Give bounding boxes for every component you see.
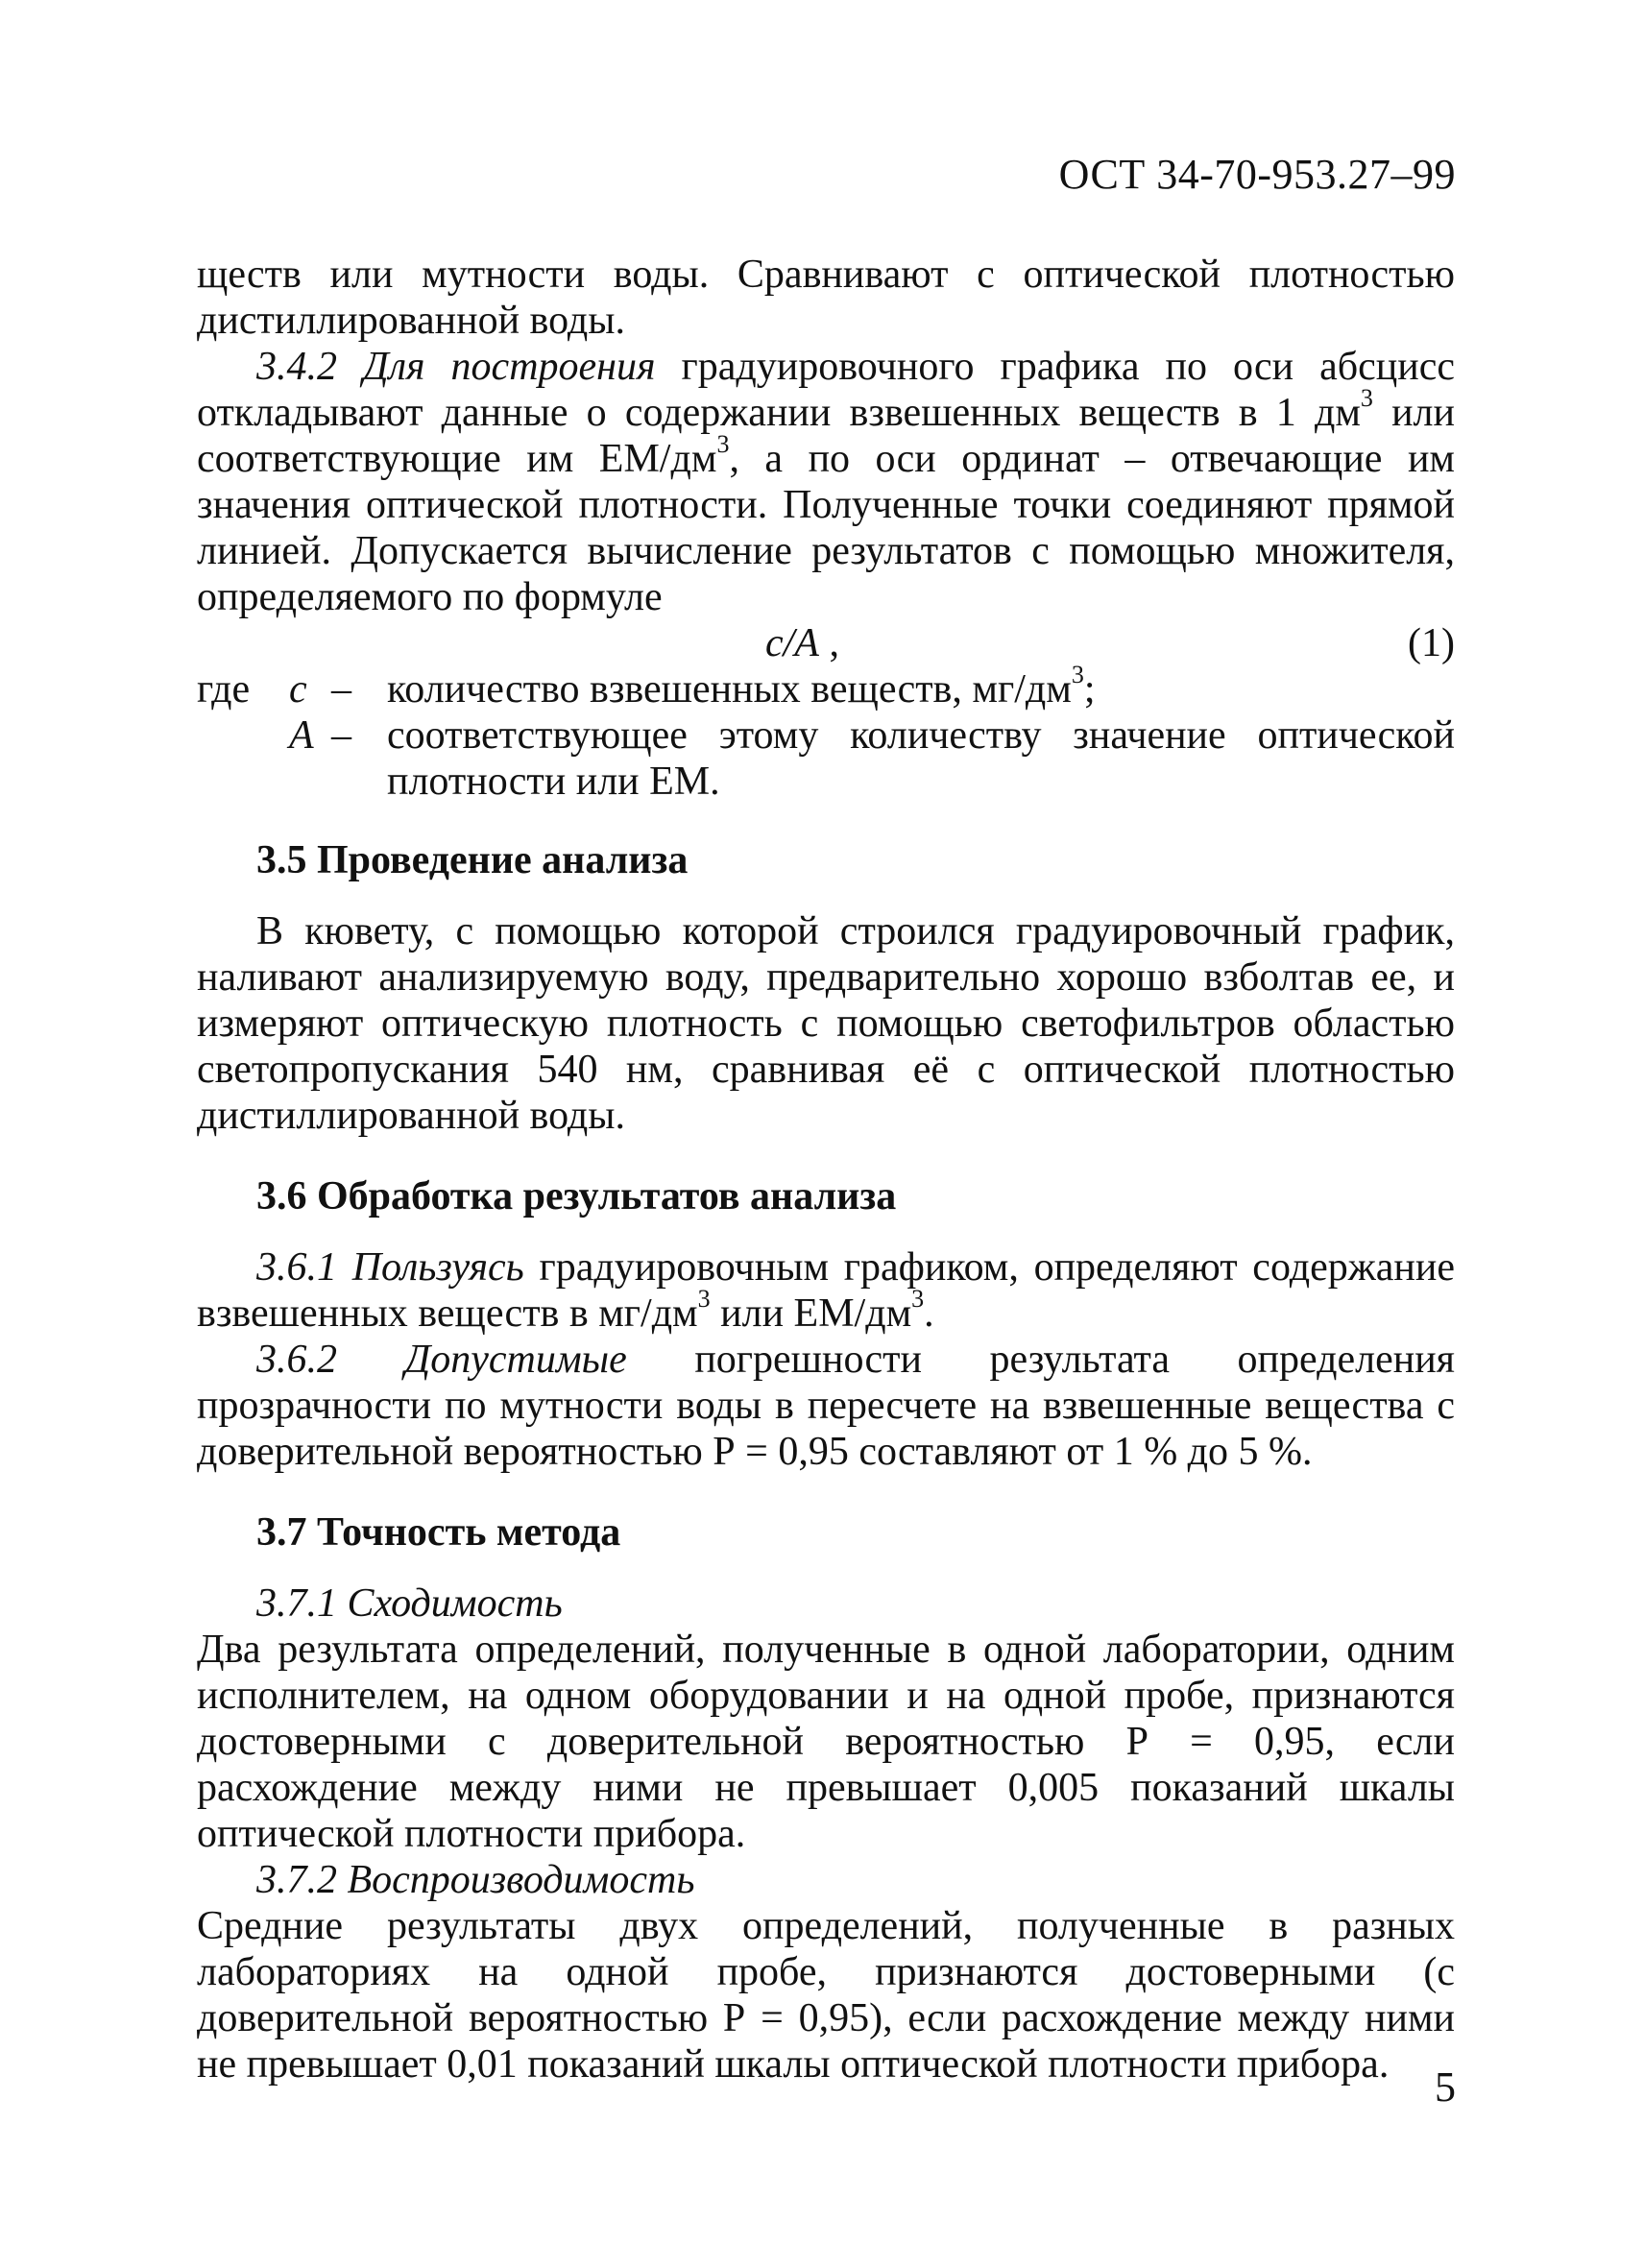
intro-paragraph: ществ или мутности воды. Сравнивают с оптической плотностью дистиллированной воды. — [197, 253, 1455, 343]
document-code: ОСТ 34-70-953.27–99 — [1058, 151, 1456, 198]
formula-number: (1) — [1408, 621, 1455, 665]
formula-row — [197, 620, 1455, 666]
section-3-5-title: 3.5 Проведение анализа — [256, 838, 689, 882]
page-number: 5 — [1435, 2063, 1456, 2111]
where-block: где c – количество взвешенных веществ, $мг/дм^3$; A – соответствующее этому количеству значение оптической плотности или ЕМ. — [197, 661, 1455, 804]
paragraph-3-4-2: 3.4.2 Для построения градуировочного графика по оси абсцисс откладывают данные о содержании взвешенных веществ в 1 $дм^3$ или соответствующие им $ЕМ/дм^3$, а по оси ординат – отвечающие им значения оптической плотности. Полученные точки соединяют прямой линией. Допускается вычисление результатов с помощью множителя, определяемого по формуле — [197, 345, 1455, 619]
paragraph-3-7-1: Два результата определений, полученные в одной лаборатории, одним исполнителем, на одном оборудовании и на одной пробе, признаются достоверными с доверительной вероятностью Р = 0,95, если расхождение между ними не превышает 0,005 показаний шкалы оптической плотности прибора. — [197, 1628, 1455, 1856]
formula: c/A , — [765, 621, 839, 665]
paragraph-3-6-2: 3.6.2 Допустимые погрешности результата определения прозрачности по мутности воды в пересчете на взвешенные вещества с доверительной вероятностью Р = 0,95 составляют от 1 % до 5 %. — [197, 1338, 1455, 1474]
paragraph-3-7-2: Средние результаты двух определений, полученные в разных лабораториях на одной пробе, признаются достоверными (с доверительной вероятностью Р = 0,95), если расхождение между ними не превышает 0,01 показаний шкалы оптической плотности прибора. — [197, 1904, 1455, 2087]
where-word: где — [197, 667, 251, 712]
body-text — [197, 252, 1455, 2087]
symbol-a-definition: соответствующее этому количеству значение оптической плотности или ЕМ. — [387, 713, 1455, 804]
symbol-c: c — [289, 667, 307, 712]
clause-number: 3.4.2 — [256, 345, 337, 389]
section-3-7-title: 3.7 Точность метода — [256, 1510, 621, 1555]
symbol-a: A — [289, 713, 314, 758]
subsection-3-7-1-title: 3.7.1 Сходимость — [256, 1581, 563, 1626]
symbol-c-definition: количество взвешенных веществ, $мг/дм^3$; — [387, 661, 1096, 712]
paragraph-3-6-1: 3.6.1 Пользуясь градуировочным графиком, определяют содержание взвешенных веществ в $мг/дм^3$ или $ЕМ/дм^3$. — [197, 1245, 1456, 1336]
section-3-5-text: В кювету, с помощью которой строился градуировочный график, наливают анализируемую воду, предварительно хорошо взболтав ее, и измеряют оптическую плотность с помощью светофильтров областью светопропускания 540 нм, сравнивая её с оптической плотностью дистиллированной воды. — [197, 909, 1455, 1138]
subsection-3-7-2-title: 3.7.2 Воспроизводимость — [256, 1858, 695, 1902]
clause-lead: Для построения — [363, 345, 656, 389]
section-3-6-title: 3.6 Обработка результатов анализа — [256, 1174, 897, 1218]
